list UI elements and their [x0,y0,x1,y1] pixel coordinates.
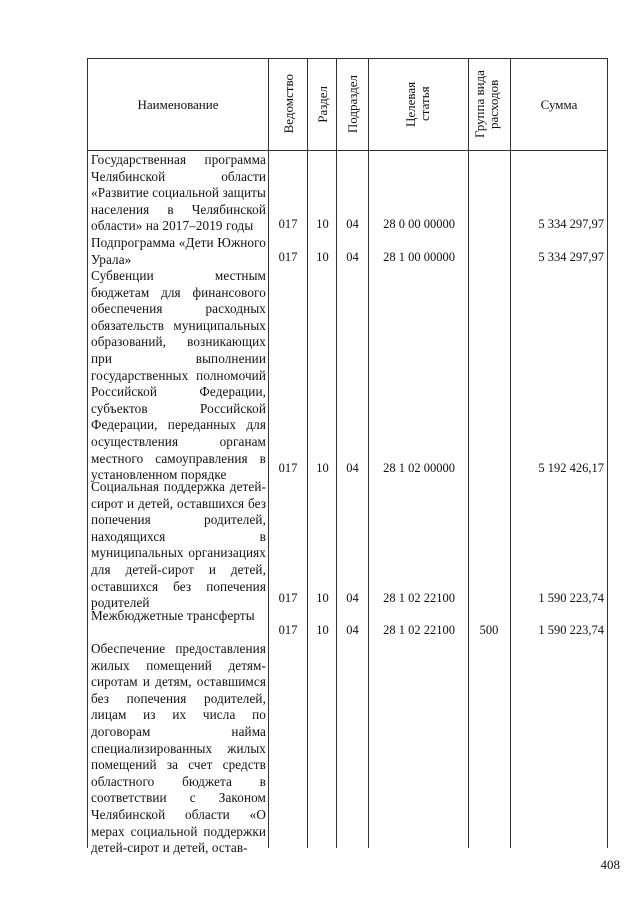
row-podrazdel: 04 [346,250,359,264]
row-razdel: 10 [316,217,329,231]
row-celevaya: 28 0 00 00000 [383,217,455,231]
row-razdel: 10 [316,461,329,475]
header-name [88,58,268,150]
row-podrazdel: 04 [346,591,359,605]
row-podrazdel: 04 [346,461,359,475]
column-divider [307,58,308,848]
row-summa: 5 334 297,97 [538,250,604,264]
row-celevaya: 28 1 02 22100 [383,591,455,605]
row-celevaya: 28 1 00 00000 [383,250,455,264]
header-vedomstvo-label: Ведомство [280,74,296,134]
column-divider [336,58,337,848]
header-razdel-label: Раздел [314,85,330,123]
header-name-label: Наименование [137,96,219,112]
row-name: Субвенции местным бюджетам для финансового обеспечения расходных обязательств муниципальных образований, возникающих при выполнении государственных полномочий Российской Федерации, субъектов Российской Федерации, переданных для осуществления органам местного самоуправления в установленном порядке [91,268,266,483]
column-divider [510,58,511,848]
header-celevaya-label: Целевая статья [402,81,432,127]
row-razdel: 10 [316,250,329,264]
row-name: Государственная программа Челябинской области «Развитие социальной защиты населения в Челябинской области» на 2017–2019 годы [91,152,266,234]
row-name: Социальная поддержка детей-сирот и детей, оставшихся без попечения родителей, находящихся в муниципальных организациях для детей-сирот и детей, оставшихся без попечения родителей [91,479,266,611]
row-name: Подпрограмма «Дети Южного Урала» [91,235,266,267]
row-summa: 5 192 426,17 [538,461,604,475]
row-summa: 1 590 223,74 [538,623,604,637]
header-summa [511,58,607,150]
row-summa: 1 590 223,74 [538,591,604,605]
header-podrazdel-label: Подраздел [345,74,360,134]
page-number: 408 [600,857,620,872]
header-razdel [308,58,336,150]
table-border-left [87,58,88,848]
header-podrazdel [337,58,368,150]
row-summa: 5 334 297,97 [538,217,604,231]
row-razdel: 10 [316,623,329,637]
header-gruppa [469,58,510,150]
row-celevaya: 28 1 02 00000 [383,461,455,475]
row-vedomstvo: 017 [278,623,298,637]
column-divider [468,58,469,848]
row-gruppa: 500 [479,623,499,637]
row-name: Обеспечение предоставления жилых помещений детям-сиротам и детям, оставшимся без попечения родителей, лицам из их числа по договорам найма специализированных жилых помещений за счет средств областного бюджета в соответствии с Законом Челябинской области «О мерах социальной поддержки детей-сирот и детей, остав- [91,641,266,856]
row-vedomstvo: 017 [278,217,298,231]
row-name: Межбюджетные трансферты [91,608,255,623]
row-vedomstvo: 017 [278,461,298,475]
header-gruppa-label: Группа вида расходов [471,70,501,138]
table-border-right [607,58,608,848]
row-vedomstvo: 017 [278,591,298,605]
column-divider [368,58,369,848]
header-divider [87,150,608,151]
header-celevaya [369,58,468,150]
row-razdel: 10 [316,591,329,605]
header-summa-label: Сумма [540,96,578,112]
row-vedomstvo: 017 [278,250,298,264]
row-podrazdel: 04 [346,217,359,231]
row-celevaya: 28 1 02 22100 [383,623,455,637]
column-divider [268,58,269,848]
header-vedomstvo [269,58,307,150]
row-podrazdel: 04 [346,623,359,637]
